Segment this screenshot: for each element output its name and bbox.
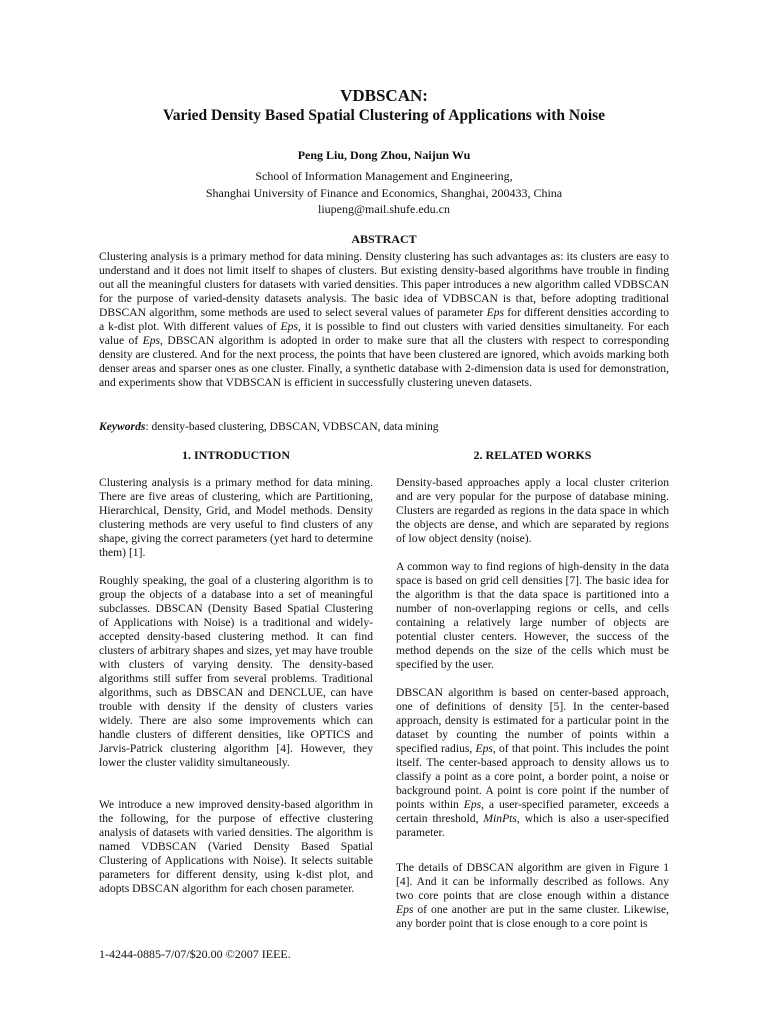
affiliation-line-1: School of Information Management and Engineering, [255,169,513,183]
intro-paragraph-2: Roughly speaking, the goal of a clustering algorithm is to group the objects of a database into a set of meaningful subclasses. DBSCAN (Density Based Spatial Clustering of Applications with Noise) is a traditional and widely-accepted density-based clustering method. It can find clusters of arbitrary shapes and sizes, yet may have trouble with clusters of varying density. The density-based algorithms still suffer from several problems. Traditional algorithms, such as DBSCAN and DENCLUE, can have trouble with density if the density of clusters varies widely. There are also some improvements which can handle clusters of different densities, like OPTICS and Jarvis-Patrick clustering algorithm [4]. However, they lower the cluster validity simultaneously. [99,574,373,769]
section-heading-related-works: 2. RELATED WORKS [473,448,592,462]
copyright-footer: 1-4244-0885-7/07/$20.00 ©2007 IEEE. [99,947,291,961]
related-paragraph-3: DBSCAN algorithm is based on center-based approach, one of definitions of density [5]. In the center-based approach, density is estimated for a particular point in the dataset by counting the number of points within a specified radius, Eps, of that point. This includes the point itself. The center-based approach to density allows us to classify a point as a core point, a border point, a noise or background point. A point is core point if the number of points within Eps, a user-specified parameter, exceeds a certain threshold, MinPts, which is also a user-specified parameter. [396,686,669,839]
section-heading-introduction: 1. INTRODUCTION [181,448,290,462]
keywords [99,420,669,434]
authors: Peng Liu, Dong Zhou, Naijun Wu [297,148,471,162]
abstract-body: Clustering analysis is a primary method for data mining. Density clustering has such advantages as: its clusters are easy to understand and it does not limit itself to shapes of clusters. But existing density-based algorithms have trouble in finding out all the meaningful clusters for datasets with varied densities. This paper introduces a new algorithm called VDBSCAN for the purpose of varied-density datasets analysis. The basic idea of VDBSCAN is that, before adopting traditional DBSCAN algorithm, some methods are used to select several values of parameter Eps for different densities according to a k-dist plot. With different values of Eps, it is possible to find out clusters with varied densities simultaneity. For each value of Eps, DBSCAN algorithm is adopted in order to make sure that all the clusters with respect to corresponding density are clustered. And for the next process, the points that have been clustered are ignored, which avoids marking both denser areas and sparser ones as one cluster. Finally, a synthetic database with 2-dimension data is used for demonstration, and experiments show that VDBSCAN is efficient in successfully clustering uneven datasets. [99,250,670,389]
intro-paragraph-3: We introduce a new improved density-based algorithm in the following, for the purpose of effective clustering analysis of datasets with varied densities. The algorithm is named VDBSCAN (Varied Density Based Spatial Clustering of Applications with Noise). It selects suitable parameters for different density, using k-dist plot, and adopts DBSCAN algorithm for each chosen parameter. [99,798,373,895]
paper-title: Varied Density Based Spatial Clustering of Applications with Noise [162,107,606,124]
related-paragraph-2: A common way to find regions of high-density in the data space is based on grid cell densities [7]. The basic idea for the algorithm is that the data space is partitioned into a number of non-overlapping regions or cells, and cells containing a relatively large number of objects are potential cluster centers. However, the success of the method depends on the size of the cells which must be specified by the user. [396,560,669,671]
keywords-list: : density-based clustering, DBSCAN, VDBSCAN, data mining [145,420,439,433]
keywords-label: Keywords [99,420,146,433]
affiliation [0,168,768,218]
author-email: liupeng@mail.shufe.edu.cn [317,202,451,217]
paper-title-acronym: VDBSCAN: [340,86,428,105]
affiliation-line-2: Shanghai University of Finance and Economics, Shanghai, 200433, China [205,185,563,200]
abstract-heading: ABSTRACT [351,232,417,246]
related-paragraph-1: Density-based approaches apply a local cluster criterion and are very popular for the purpose of database mining. Clusters are regarded as regions in the data space in which the objects are dense, and which are separated by regions of low object density (noise). [396,476,669,545]
intro-paragraph-1: Clustering analysis is a primary method for data mining. There are five areas of clustering, which are Partitioning, Hierarchical, Density, Grid, and Model methods. Density clustering methods are very useful to find clusters of any shape, giving the correct parameters (yet hard to determine them) [1]. [99,476,373,559]
related-paragraph-4: The details of DBSCAN algorithm are given in Figure 1 [4]. And it can be informally described as follows. Any two core points that are close enough within a distance Eps of one another are put in the same cluster. Likewise, any border point that is close enough to a core point is [396,861,669,930]
